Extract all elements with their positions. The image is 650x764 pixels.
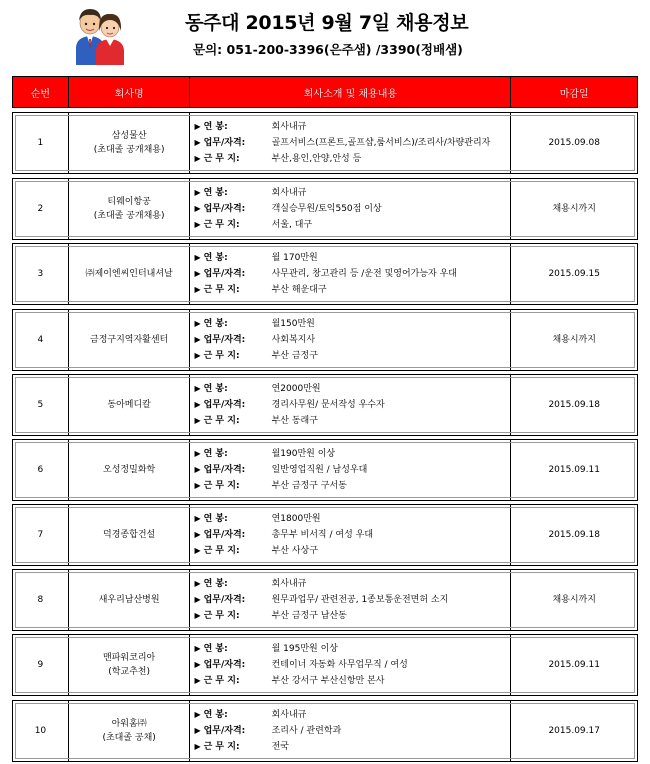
location-line — [194, 217, 381, 233]
duty-value: 조리사 / 관련학과 — [271, 726, 342, 736]
deadline: 2015.09.11 — [548, 465, 600, 475]
salary-label: 연 봉: — [203, 384, 228, 394]
company-note: (초대졸 공개채용) — [93, 145, 165, 155]
row-number: 6 — [13, 440, 69, 500]
page-header — [0, 0, 650, 66]
job-details-cell — [190, 570, 511, 630]
job-details-cell — [190, 310, 511, 370]
duty-value: 원무과업무/ 관련전공, 1종보통운전면허 소지 — [271, 595, 449, 605]
location-line — [194, 348, 318, 364]
salary-value: 월190만원 이상 — [271, 449, 336, 459]
salary-value: 회사내규 — [271, 122, 307, 132]
salary-label: 연 봉: — [203, 710, 228, 720]
location-label: 근 무 지: — [203, 481, 240, 491]
duty-line — [194, 462, 367, 478]
salary-label: 연 봉: — [203, 319, 228, 329]
company-name: 맨파워코리아 — [103, 653, 156, 663]
table-row — [12, 243, 638, 305]
job-details-cell — [190, 701, 511, 761]
duty-label: 업무/자격: — [203, 660, 246, 670]
job-details — [194, 707, 341, 755]
arrow-icon: ▶ — [194, 335, 201, 344]
table-header — [12, 76, 638, 108]
company-name: 오성정밀화학 — [103, 465, 156, 475]
arrow-icon: ▶ — [194, 676, 201, 685]
row-number: 9 — [13, 635, 69, 695]
salary-value: 월 195만원 이상 — [271, 644, 338, 654]
duty-label: 업무/자격: — [203, 465, 246, 475]
duty-line — [194, 332, 318, 348]
arrow-icon: ▶ — [194, 204, 201, 213]
location-line — [194, 673, 407, 689]
location-label: 근 무 지: — [203, 546, 240, 556]
location-value: 부산 금정구 — [271, 351, 318, 361]
location-value: 부산 사상구 — [271, 546, 318, 556]
duty-label: 업무/자격: — [203, 335, 246, 345]
deadline: 2015.09.11 — [548, 660, 600, 670]
duty-value: 일반영업직원 / 남성우대 — [271, 465, 368, 475]
arrow-icon: ▶ — [194, 579, 201, 588]
location-value: 부산,용인,안양,안성 등 — [271, 154, 362, 164]
arrow-icon: ▶ — [194, 449, 201, 458]
table-row — [12, 309, 638, 371]
arrow-icon: ▶ — [194, 514, 201, 523]
deadline: 2015.09.18 — [548, 530, 600, 540]
salary-label: 연 봉: — [203, 449, 228, 459]
row-number: 1 — [13, 113, 69, 173]
table-row — [12, 374, 638, 436]
location-line — [194, 543, 373, 559]
row-number: 4 — [13, 310, 69, 370]
salary-line — [194, 381, 384, 397]
job-details — [194, 641, 407, 689]
table-row — [12, 112, 638, 174]
duty-line — [194, 266, 457, 282]
arrow-icon: ▶ — [194, 122, 201, 131]
company-cell — [69, 244, 191, 304]
company-block — [103, 463, 155, 477]
row-number: 10 — [13, 701, 69, 761]
company-block — [103, 651, 155, 679]
deadline: 2015.09.18 — [548, 400, 600, 410]
arrow-icon: ▶ — [194, 154, 201, 163]
arrow-icon: ▶ — [194, 611, 201, 620]
location-value: 부산 금정구 남산동 — [271, 611, 347, 621]
duty-label: 업무/자격: — [203, 138, 246, 148]
location-label: 근 무 지: — [203, 220, 240, 230]
duty-value: 총무부 비서직 / 여성 우대 — [271, 530, 374, 540]
duty-line — [194, 592, 448, 608]
salary-value: 회사내규 — [271, 710, 307, 720]
deadline: 2015.09.15 — [548, 269, 600, 279]
job-details — [194, 185, 381, 233]
salary-label: 연 봉: — [203, 122, 228, 132]
arrow-icon: ▶ — [194, 710, 201, 719]
company-note: (초대졸 공채) — [102, 733, 156, 743]
arrow-icon: ▶ — [194, 595, 201, 604]
location-label: 근 무 지: — [203, 611, 240, 621]
duty-line — [194, 135, 490, 151]
duty-line — [194, 397, 384, 413]
salary-label: 연 봉: — [203, 253, 228, 263]
job-details-cell — [190, 179, 511, 239]
duty-value: 컨테이너 자동화 사무업무직 / 여성 — [271, 660, 408, 670]
company-block — [107, 398, 150, 412]
company-cell — [69, 375, 191, 435]
salary-value: 회사내규 — [271, 579, 307, 589]
deadline: 2015.09.08 — [548, 138, 600, 148]
arrow-icon: ▶ — [194, 285, 201, 294]
company-name: 티웨이항공 — [107, 197, 151, 207]
location-label: 근 무 지: — [203, 154, 240, 164]
arrow-icon: ▶ — [194, 644, 201, 653]
company-name: 아워홈㈜ — [111, 719, 147, 729]
job-details-cell — [190, 113, 511, 173]
location-line — [194, 739, 341, 755]
arrow-icon: ▶ — [194, 726, 201, 735]
table-row — [12, 569, 638, 631]
job-details — [194, 119, 490, 167]
arrow-icon: ▶ — [194, 319, 201, 328]
location-value: 전국 — [271, 742, 289, 752]
column-header-company: 회사명 — [69, 77, 191, 107]
company-name: 금정구지역자활센터 — [90, 335, 169, 345]
deadline: 2015.09.17 — [548, 726, 600, 736]
salary-line — [194, 119, 490, 135]
arrow-icon: ▶ — [194, 546, 201, 555]
company-note: (초대졸 공개채용) — [93, 211, 165, 221]
column-header-number: 순번 — [13, 77, 69, 107]
salary-line — [194, 446, 367, 462]
salary-line — [194, 316, 318, 332]
duty-value: 사회복지사 — [271, 335, 316, 345]
arrow-icon: ▶ — [194, 742, 201, 751]
company-cell — [69, 440, 191, 500]
duty-line — [194, 723, 341, 739]
row-number: 7 — [13, 505, 69, 565]
arrow-icon: ▶ — [194, 138, 201, 147]
duty-line — [194, 657, 407, 673]
location-label: 근 무 지: — [203, 351, 240, 361]
company-block — [99, 593, 160, 607]
salary-label: 연 봉: — [203, 579, 228, 589]
location-label: 근 무 지: — [203, 285, 240, 295]
company-cell — [69, 570, 191, 630]
salary-value: 연1800만원 — [271, 514, 321, 524]
salary-line — [194, 511, 373, 527]
location-line — [194, 151, 490, 167]
company-name: 동아메디칼 — [107, 400, 151, 410]
company-name: ㈜제이엔씨인터내셔날 — [85, 269, 173, 279]
duty-line — [194, 201, 381, 217]
duty-label: 업무/자격: — [203, 530, 246, 540]
company-cell — [69, 635, 191, 695]
company-name: 삼성물산 — [111, 131, 147, 141]
company-cell — [69, 179, 191, 239]
company-block — [86, 267, 173, 281]
company-block — [94, 195, 165, 223]
salary-line — [194, 707, 341, 723]
arrow-icon: ▶ — [194, 530, 201, 539]
location-label: 근 무 지: — [203, 416, 240, 426]
table-row — [12, 700, 638, 762]
duty-label: 업무/자격: — [203, 269, 246, 279]
table-row — [12, 634, 638, 696]
company-cell — [69, 310, 191, 370]
job-details-cell — [190, 244, 511, 304]
arrow-icon: ▶ — [194, 481, 201, 490]
company-block — [103, 528, 155, 542]
arrow-icon: ▶ — [194, 400, 201, 409]
row-number: 2 — [13, 179, 69, 239]
job-details-cell — [190, 375, 511, 435]
job-details — [194, 381, 384, 429]
salary-label: 연 봉: — [203, 188, 228, 198]
location-value: 부산 강서구 부산신항만 본사 — [271, 676, 385, 686]
table-row — [12, 178, 638, 240]
duty-value: 경리사무원/ 문서작성 우수자 — [271, 400, 385, 410]
column-header-details: 회사소개 및 채용내용 — [190, 77, 511, 107]
arrow-icon: ▶ — [194, 416, 201, 425]
duty-label: 업무/자격: — [203, 204, 246, 214]
row-number: 8 — [13, 570, 69, 630]
location-value: 부산 금정구 구서동 — [271, 481, 347, 491]
location-line — [194, 608, 448, 624]
arrow-icon: ▶ — [194, 660, 201, 669]
duty-value: 골프서비스(프론트,골프샵,룸서비스)/조리사/차량관리자 — [271, 138, 491, 148]
table-row — [12, 504, 638, 566]
company-name: 새우리남산병원 — [98, 595, 160, 605]
company-note: (학교추천) — [108, 667, 151, 677]
contact-info: 문의: 051-200-3396(은주샘) /3390(정배샘) — [193, 42, 463, 57]
duty-value: 객실승무원/토익550점 이상 — [271, 204, 382, 214]
location-value: 부산 동래구 — [271, 416, 318, 426]
company-block — [94, 129, 165, 157]
location-value: 부산 해운대구 — [271, 285, 327, 295]
salary-value: 연2000만원 — [271, 384, 321, 394]
company-cell — [69, 113, 191, 173]
location-line — [194, 478, 367, 494]
duty-label: 업무/자격: — [203, 726, 246, 736]
arrow-icon: ▶ — [194, 220, 201, 229]
job-details — [194, 316, 318, 364]
duty-line — [194, 527, 373, 543]
arrow-icon: ▶ — [194, 384, 201, 393]
location-line — [194, 413, 384, 429]
column-header-deadline: 마감일 — [559, 88, 589, 100]
job-details — [194, 576, 448, 624]
arrow-icon: ▶ — [194, 188, 201, 197]
location-value: 서울, 대구 — [271, 220, 313, 230]
salary-line — [194, 185, 381, 201]
deadline: 채용시까지 — [552, 335, 596, 345]
salary-value: 회사내규 — [271, 188, 307, 198]
company-cell — [69, 505, 191, 565]
salary-label: 연 봉: — [203, 644, 228, 654]
company-name: 덕경종합건설 — [103, 530, 156, 540]
row-number: 5 — [13, 375, 69, 435]
company-cell — [69, 701, 191, 761]
location-label: 근 무 지: — [203, 742, 240, 752]
arrow-icon: ▶ — [194, 465, 201, 474]
salary-line — [194, 641, 407, 657]
salary-value: 월 170만원 — [271, 253, 318, 263]
salary-line — [194, 576, 448, 592]
job-details — [194, 511, 373, 559]
duty-value: 사무관리, 창고관리 등 /운전 및영어가능자 우대 — [271, 269, 457, 279]
job-details-cell — [190, 635, 511, 695]
deadline: 채용시까지 — [552, 595, 596, 605]
salary-line — [194, 250, 457, 266]
row-number: 3 — [13, 244, 69, 304]
people-icon — [74, 3, 126, 65]
arrow-icon: ▶ — [194, 253, 201, 262]
salary-value: 월150만원 — [271, 319, 315, 329]
location-label: 근 무 지: — [203, 676, 240, 686]
duty-label: 업무/자격: — [203, 595, 246, 605]
deadline: 채용시까지 — [552, 204, 596, 214]
job-details — [194, 446, 367, 494]
location-line — [194, 282, 457, 298]
company-block — [90, 333, 168, 347]
page-title: 동주대 2015년 9월 7일 채용정보 — [185, 12, 469, 34]
job-details — [194, 250, 457, 298]
arrow-icon: ▶ — [194, 351, 201, 360]
duty-label: 업무/자격: — [203, 400, 246, 410]
salary-label: 연 봉: — [203, 514, 228, 524]
job-details-cell — [190, 505, 511, 565]
company-block — [102, 717, 155, 745]
job-details-cell — [190, 440, 511, 500]
arrow-icon: ▶ — [194, 269, 201, 278]
table-row — [12, 439, 638, 501]
